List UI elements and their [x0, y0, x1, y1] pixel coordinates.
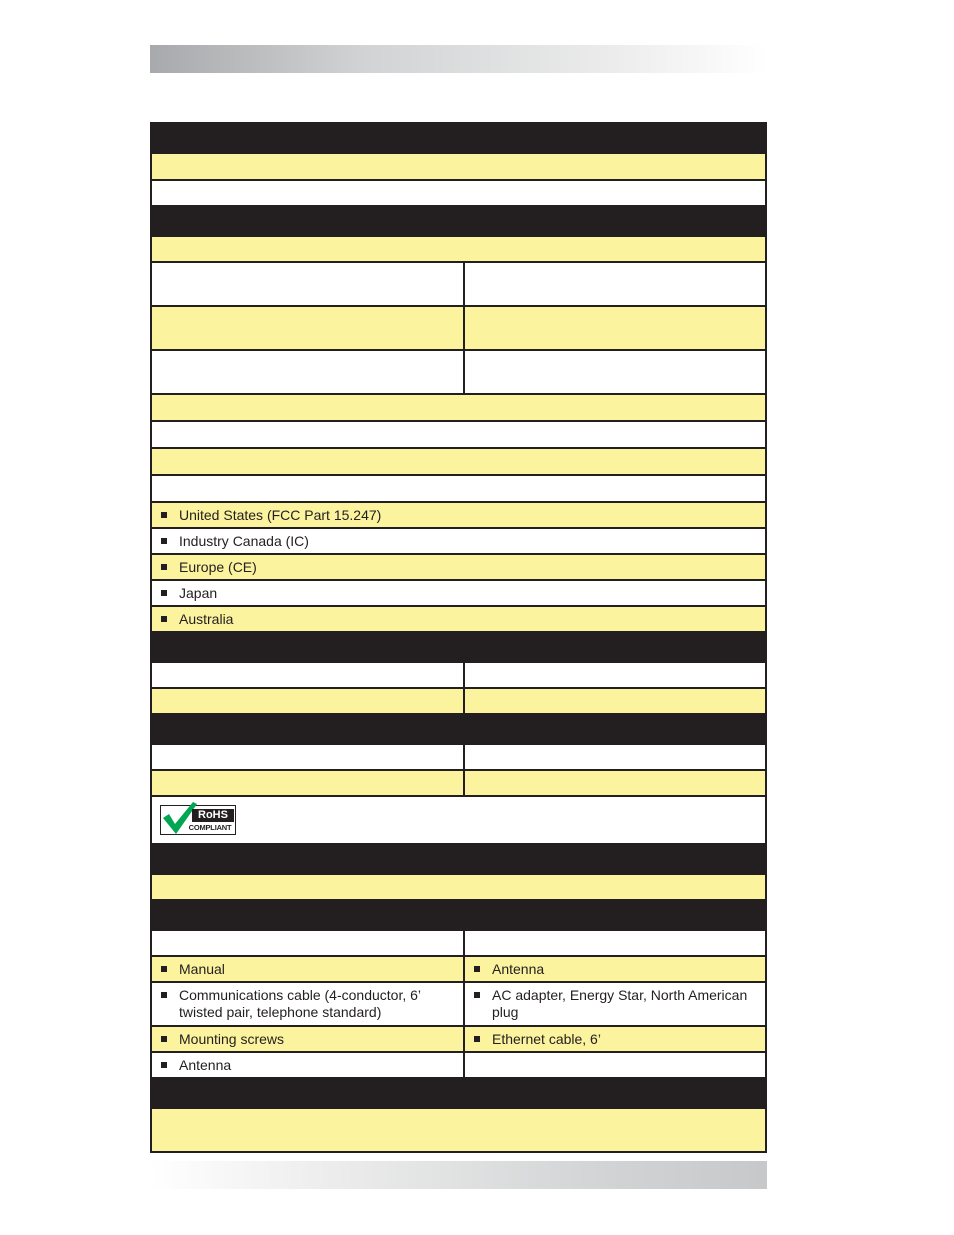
bullet-icon: [161, 590, 167, 596]
package-row: [152, 1053, 765, 1079]
approval-row-australia: [152, 607, 765, 633]
rohs-row: [152, 797, 765, 845]
section-header: [152, 124, 765, 154]
approval-label: Japan: [179, 585, 218, 601]
table-row: [152, 154, 765, 181]
table-row: [152, 1109, 765, 1151]
approval-row-japan: [152, 581, 765, 607]
package-row: [152, 957, 765, 983]
package-item: Ethernet cable, 6’: [492, 1031, 601, 1047]
table-row: [152, 449, 765, 476]
table-row: [152, 307, 765, 351]
bullet-icon: [161, 992, 167, 998]
package-item: Communications cable (4-conductor, 6’ twisted pair, telephone standard): [179, 987, 421, 1020]
package-item: Mounting screws: [179, 1031, 285, 1047]
section-header: [152, 715, 765, 745]
section-header: [152, 633, 765, 663]
bullet-icon: [161, 1062, 167, 1068]
package-row: [152, 1027, 765, 1053]
table-row: [152, 771, 765, 797]
approval-label: Europe (CE): [179, 559, 257, 575]
table-row: [152, 663, 765, 689]
section-header: [152, 901, 765, 931]
table-row: [152, 351, 765, 395]
table-row: [152, 237, 765, 263]
table-row: [152, 181, 765, 207]
bullet-icon: [161, 538, 167, 544]
package-item: Antenna: [179, 1057, 232, 1073]
bullet-icon: [161, 564, 167, 570]
table-row: [152, 263, 765, 307]
bullet-icon: [161, 1036, 167, 1042]
approval-row-us: [152, 503, 765, 529]
table-row: [152, 395, 765, 422]
table-row: [152, 422, 765, 449]
page-footer-bar: [150, 1161, 767, 1189]
approval-row-europe: [152, 555, 765, 581]
table-row: [152, 745, 765, 771]
rohs-logo-title: RoHS: [192, 809, 234, 822]
table-row: [152, 931, 765, 957]
bullet-icon: [161, 966, 167, 972]
approval-row-canada: [152, 529, 765, 555]
package-item: Manual: [179, 961, 225, 977]
package-row: [152, 983, 765, 1027]
approval-label: United States (FCC Part 15.247): [179, 507, 382, 523]
package-item: AC adapter, Energy Star, North American plug: [492, 987, 748, 1020]
bullet-icon: [161, 616, 167, 622]
bullet-icon: [161, 512, 167, 518]
approval-label: Industry Canada (IC): [179, 533, 309, 549]
package-item: Antenna: [492, 961, 545, 977]
section-header: [152, 1079, 765, 1109]
approval-label: Australia: [179, 611, 234, 627]
specification-table: [150, 122, 767, 1153]
section-header: [152, 207, 765, 237]
table-row: [152, 476, 765, 503]
page-header-bar: [150, 45, 767, 73]
bullet-icon: [474, 966, 480, 972]
bullet-icon: [474, 1036, 480, 1042]
table-row: [152, 689, 765, 715]
section-header: [152, 845, 765, 875]
rohs-logo-subtitle: COMPLIANT: [188, 823, 232, 832]
rohs-compliant-logo: [160, 805, 236, 835]
bullet-icon: [474, 992, 480, 998]
table-row: [152, 875, 765, 901]
